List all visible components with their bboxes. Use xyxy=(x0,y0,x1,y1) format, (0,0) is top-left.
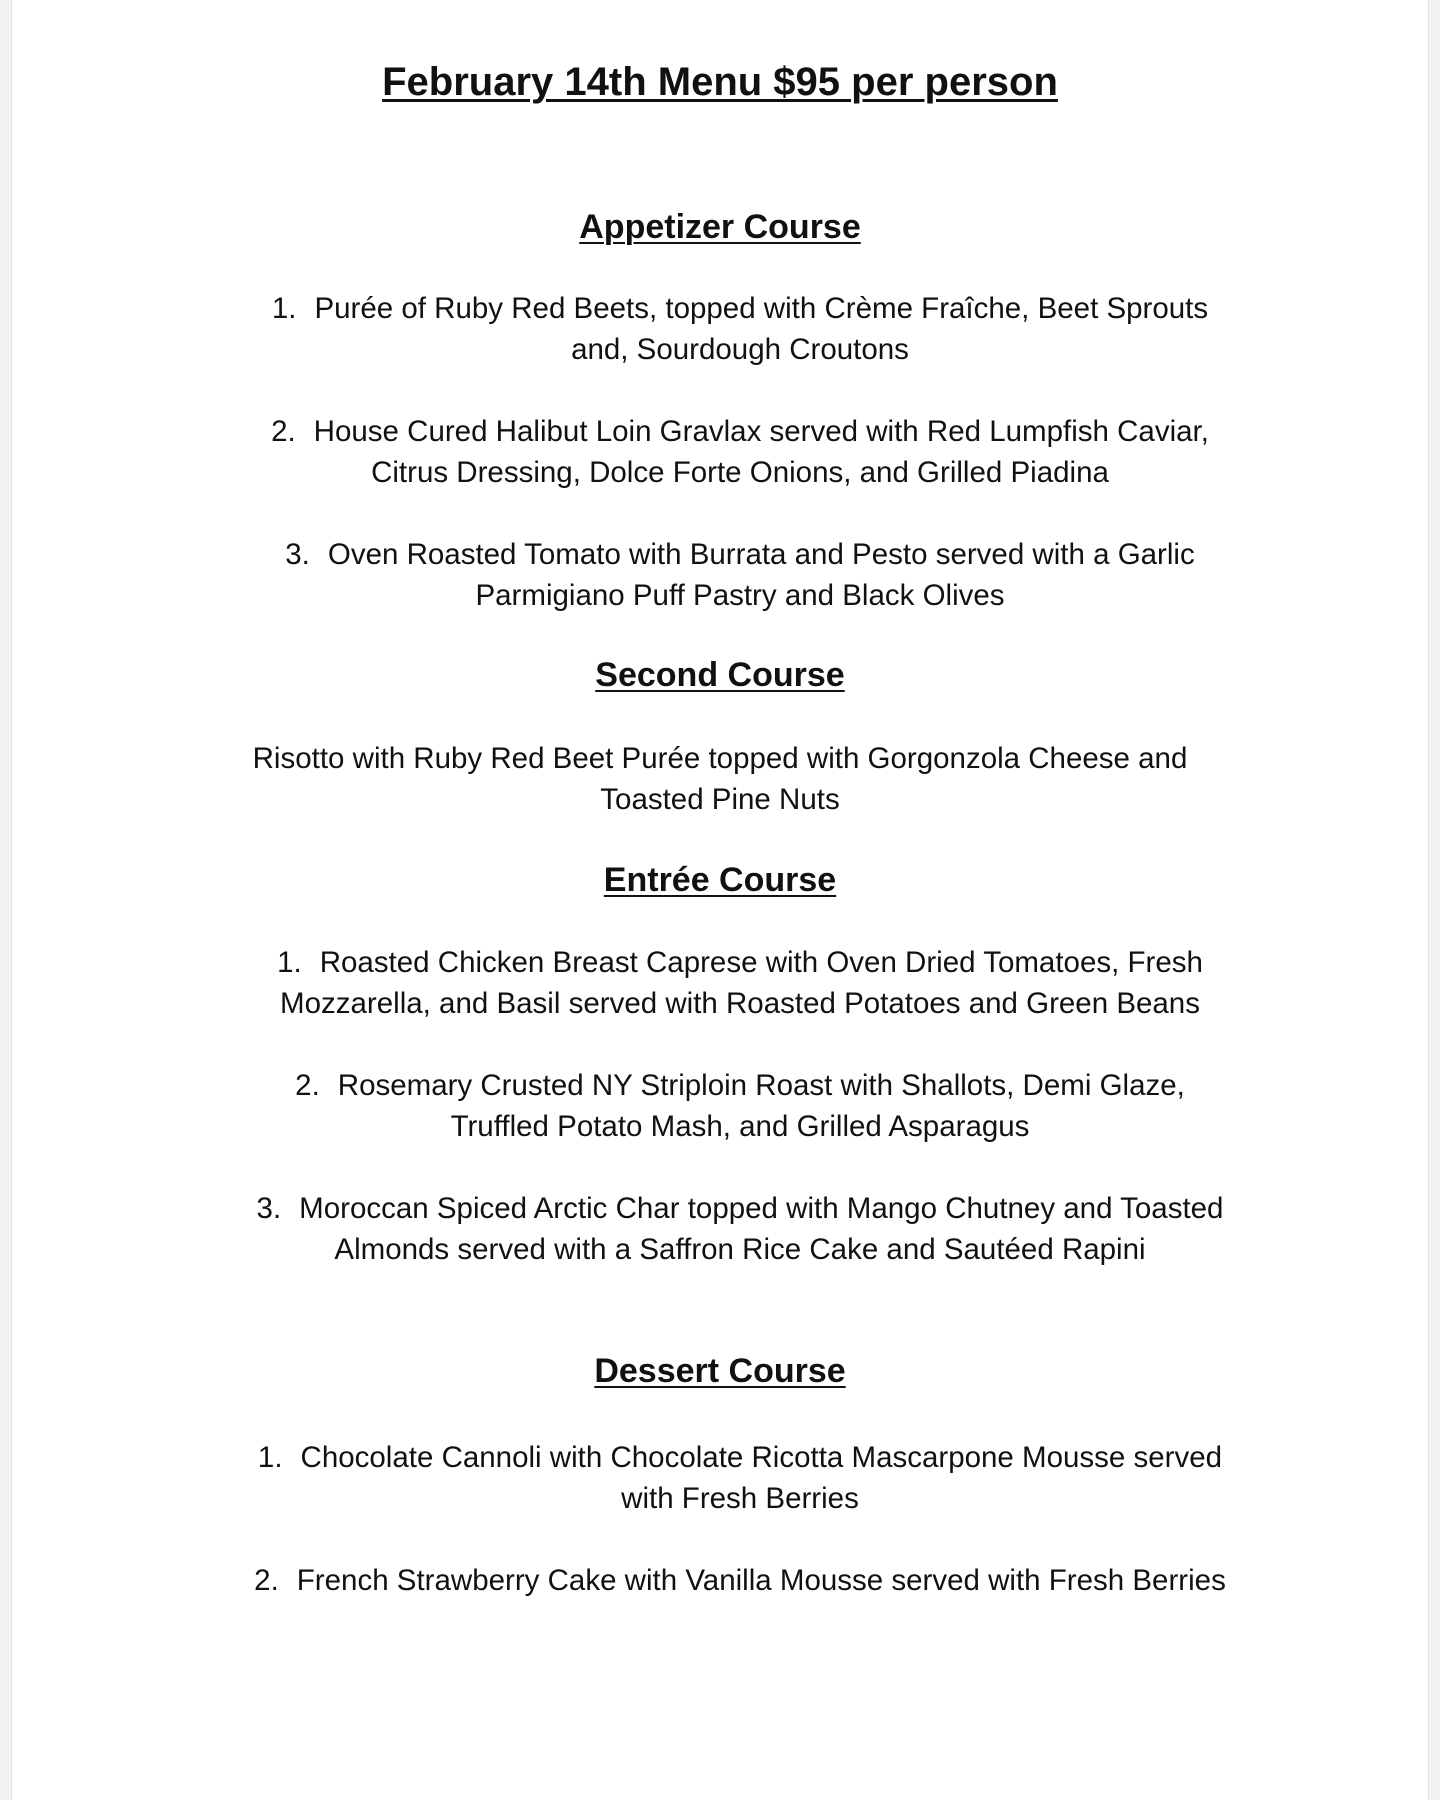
dessert-item-1-line1: 1. Chocolate Cannoli with Chocolate Ricotta Mascarpone Mousse served xyxy=(52,1437,1428,1478)
dessert-item-1 xyxy=(12,1437,1428,1519)
entree-course-title: Entrée Course xyxy=(603,861,837,899)
appetizer-item-2-line2: Citrus Dressing, Dolce Forte Onions, and Grilled Piadina xyxy=(371,456,1109,489)
entree-item-3-line2: Almonds served with a Saffron Rice Cake and Sautéed Rapini xyxy=(334,1233,1146,1266)
entree-item-2-line1: 2. Rosemary Crusted NY Striploin Roast with Shallots, Demi Glaze, xyxy=(52,1065,1428,1106)
appetizer-item-3-line2: Parmigiano Puff Pastry and Black Olives xyxy=(475,579,1005,612)
second-course-item-line1: Risotto with Ruby Red Beet Purée topped with Gorgonzola Cheese and xyxy=(252,742,1188,775)
appetizer-item-2 xyxy=(12,411,1428,493)
second-course-item-line2: Toasted Pine Nuts xyxy=(600,783,840,816)
dessert-item-2-line1: 2. French Strawberry Cake with Vanilla Mousse served with Fresh Berries xyxy=(52,1560,1428,1601)
item-number: 1. xyxy=(257,1441,283,1474)
dessert-item-1-line2: with Fresh Berries xyxy=(621,1482,859,1515)
item-number: 2. xyxy=(254,1564,279,1597)
appetizer-item-2-line1: 2. House Cured Halibut Loin Gravlax served with Red Lumpfish Caviar, xyxy=(52,411,1428,452)
item-number: 3. xyxy=(256,1192,282,1225)
item-number: 3. xyxy=(285,538,310,571)
second-course-title: Second Course xyxy=(595,656,845,694)
appetizer-item-1 xyxy=(12,288,1428,370)
entree-item-1-line1: 1. Roasted Chicken Breast Caprese with Oven Dried Tomatoes, Fresh xyxy=(52,942,1428,983)
appetizer-course-title: Appetizer Course xyxy=(579,208,861,246)
item-number: 2. xyxy=(271,415,296,448)
item-number: 1. xyxy=(271,292,297,325)
appetizer-item-1-line1: 1. Purée of Ruby Red Beets, topped with Crème Fraîche, Beet Sprouts xyxy=(52,288,1428,329)
dessert-item-2 xyxy=(12,1560,1428,1601)
entree-item-2 xyxy=(12,1065,1428,1147)
second-course-item xyxy=(12,738,1428,820)
menu-page xyxy=(12,0,1428,1800)
item-number: 2. xyxy=(295,1069,320,1102)
appetizer-item-3-line1: 3. Oven Roasted Tomato with Burrata and Pesto served with a Garlic xyxy=(52,534,1428,575)
entree-item-2-line2: Truffled Potato Mash, and Grilled Asparagus xyxy=(450,1110,1030,1143)
entree-item-3 xyxy=(12,1188,1428,1270)
entree-item-1-line2: Mozzarella, and Basil served with Roasted Potatoes and Green Beans xyxy=(280,987,1200,1020)
appetizer-item-1-line2: and, Sourdough Croutons xyxy=(571,333,909,366)
dessert-course-title: Dessert Course xyxy=(594,1352,846,1390)
entree-item-3-line1: 3. Moroccan Spiced Arctic Char topped with Mango Chutney and Toasted xyxy=(52,1188,1428,1229)
entree-item-1 xyxy=(12,942,1428,1024)
menu-title: February 14th Menu $95 per person xyxy=(382,60,1058,104)
item-number: 1. xyxy=(277,946,302,979)
appetizer-item-3 xyxy=(12,534,1428,616)
